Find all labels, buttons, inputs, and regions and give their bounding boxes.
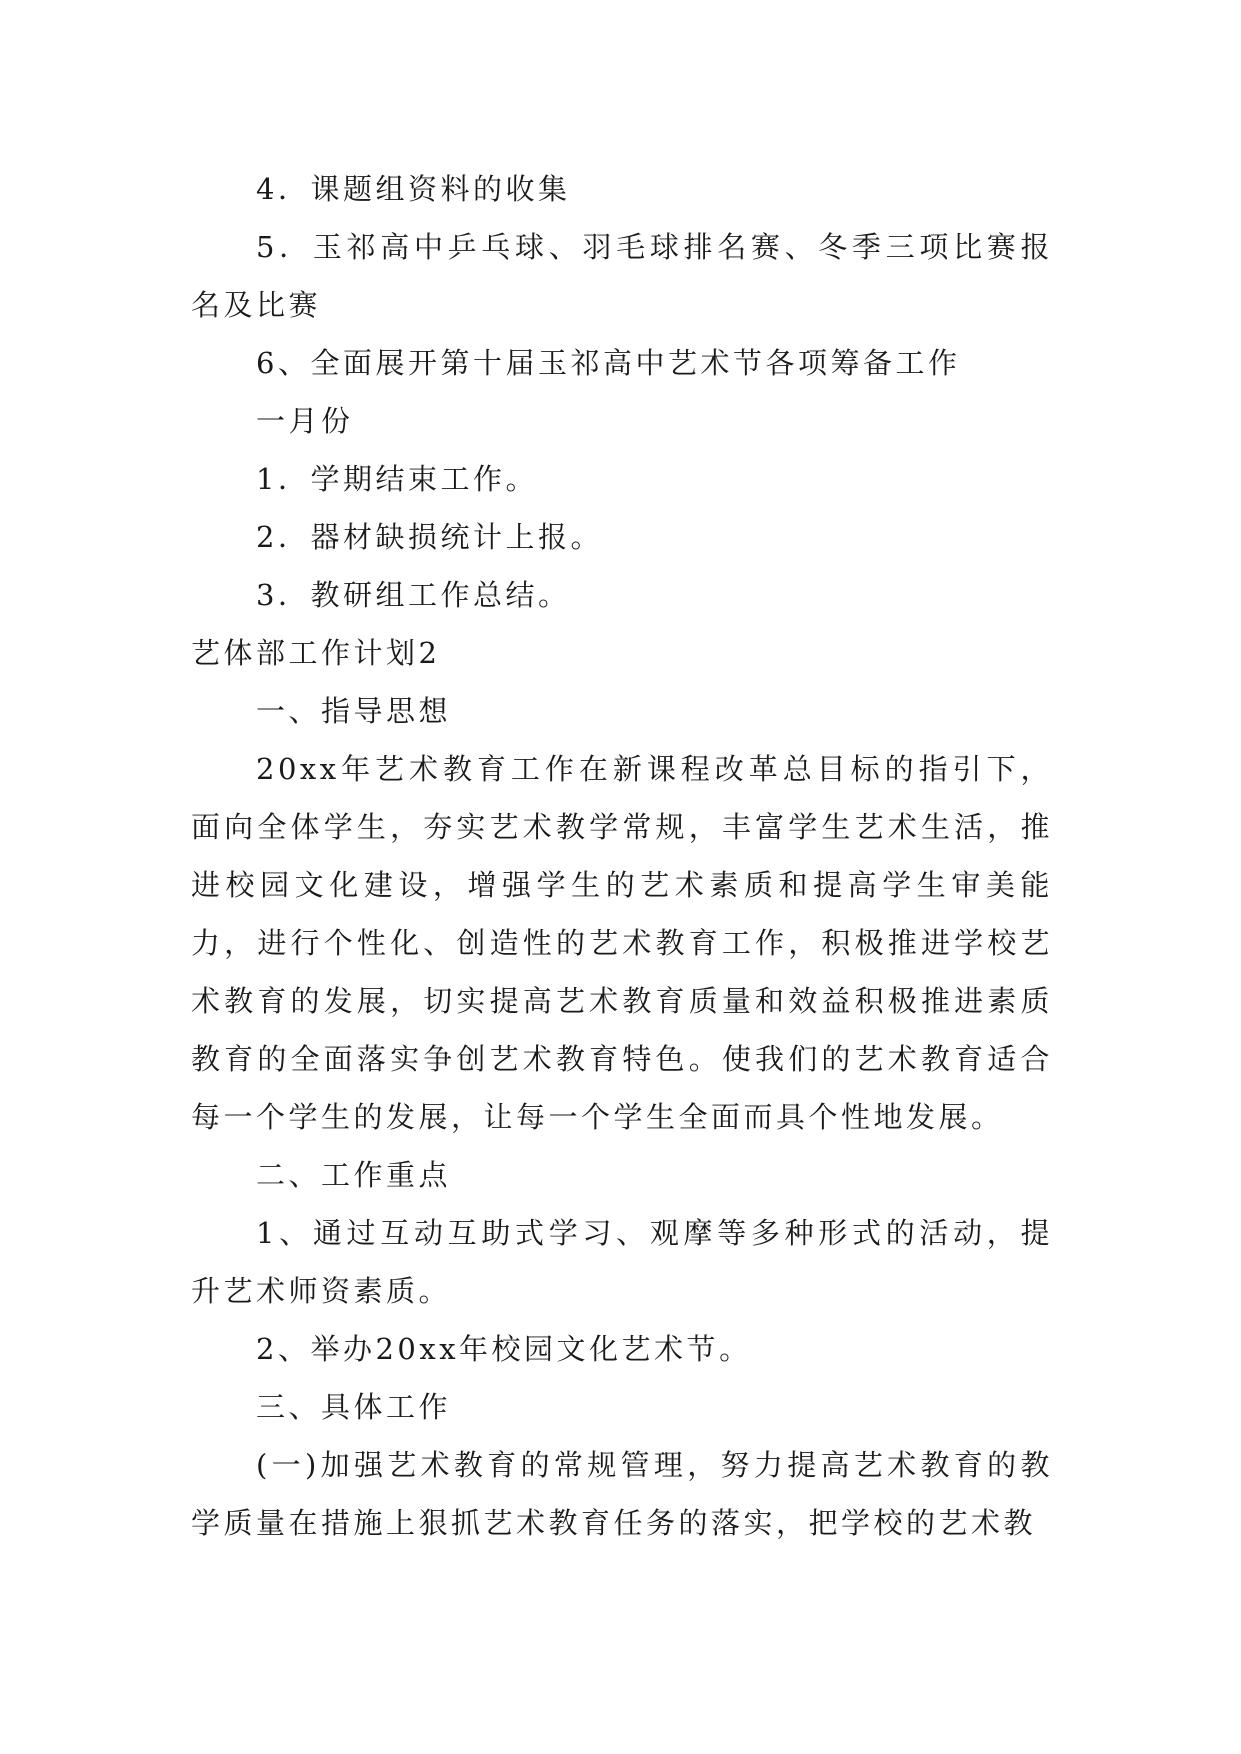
list-item: 5．玉祁高中乒乓球、羽毛球排名赛、冬季三项比赛报名及比赛 xyxy=(191,230,1053,322)
section-label: 一月份 xyxy=(256,404,354,438)
section-heading: 二、工作重点 xyxy=(256,1158,452,1192)
list-item: 3．教研组工作总结。 xyxy=(256,578,571,612)
body-paragraph: (一)加强艺术教育的常规管理，努力提高艺术教育的教学质量在措施上狠抓艺术教育任务的落实，把学校的艺术教 xyxy=(191,1448,1053,1540)
document-title: 艺体部工作计划2 xyxy=(191,636,441,670)
section-heading: 一、指导思想 xyxy=(256,694,452,728)
list-item: 1．学期结束工作。 xyxy=(256,462,538,496)
list-item: 2、举办20xx年校园文化艺术节。 xyxy=(256,1332,752,1366)
list-item: 2．器材缺损统计上报。 xyxy=(256,520,603,554)
document-body xyxy=(191,160,1053,1552)
section-heading: 三、具体工作 xyxy=(256,1390,452,1424)
list-item: 6、全面展开第十届玉祁高中艺术节各项筹备工作 xyxy=(256,346,961,380)
body-paragraph: 20xx年艺术教育工作在新课程改革总目标的指引下，面向全体学生，夯实艺术教学常规，丰富学生艺术生活，推进校园文化建设，增强学生的艺术素质和提高学生审美能力，进行个性化、创造性的艺术教育工作，积极推进学校艺术教育的发展，切实提高艺术教育质量和效益积极推进素质教育的全面落实争创艺术教育特色。使我们的艺术教育适合每一个学生的发展，让每一个学生全面而具个性地发展。 xyxy=(191,752,1053,1134)
list-item: 1、通过互动互助式学习、观摩等多种形式的活动，提升艺术师资素质。 xyxy=(191,1216,1053,1308)
list-item: 4．课题组资料的收集 xyxy=(256,172,571,206)
